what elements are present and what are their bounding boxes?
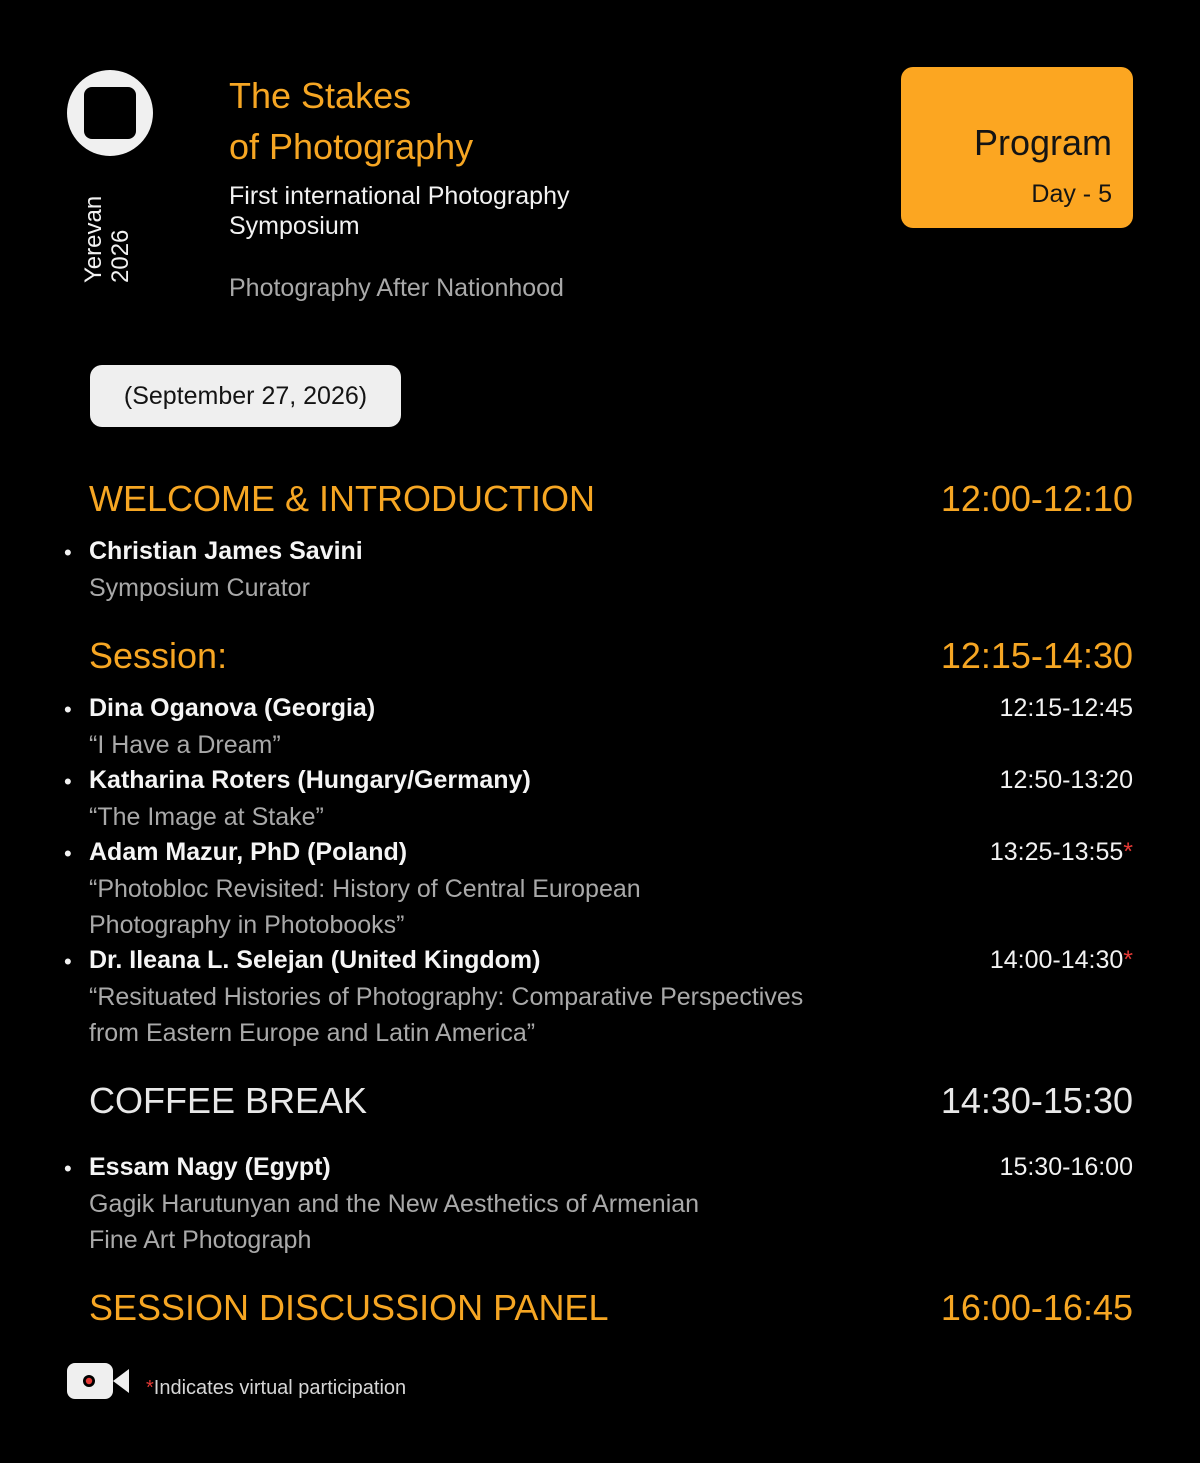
welcome-speaker: Christian James Savini [89, 537, 363, 565]
event-subtitle-line-1: First international Photography [229, 182, 570, 210]
bullet: • [64, 841, 72, 866]
session-talk-title: “Photobloc Revisited: History of Central European Photography in Photobooks” [89, 875, 641, 939]
program-badge [901, 67, 1133, 228]
session-speaker: Adam Mazur, PhD (Poland) [89, 838, 408, 866]
virtual-star: * [1123, 946, 1133, 974]
symposium-logo [67, 70, 153, 156]
session-speaker-time: 12:15-12:45 [999, 694, 1133, 722]
session-time: 12:15-14:30 [940, 635, 1133, 676]
event-theme: Photography After Nationhood [229, 274, 564, 302]
session-title: Session: [89, 635, 228, 676]
event-title-line-1: The Stakes [229, 75, 412, 116]
session-speaker-time: 13:25-13:55* [989, 838, 1133, 866]
afternoon-talk-title: Gagik Harutunyan and the New Aesthetics of Armenian Fine Art Photograph [89, 1190, 700, 1254]
afternoon-time: 15:30-16:00 [999, 1153, 1133, 1181]
brand-vertical-text [80, 196, 134, 283]
afternoon-speaker: Essam Nagy (Egypt) [89, 1153, 331, 1181]
event-title [229, 70, 473, 172]
bullet: • [64, 1156, 72, 1181]
coffee-break-time: 14:30-15:30 [940, 1080, 1133, 1121]
date-pill: (September 27, 2026) [90, 365, 401, 427]
bullet: • [64, 949, 72, 974]
virtual-star: * [1123, 838, 1133, 866]
session-speaker-time: 14:00-14:30* [989, 946, 1133, 974]
video-camera-icon [67, 1361, 131, 1401]
event-subtitle-line-2: Symposium [229, 212, 360, 240]
session-talk-title: “The Image at Stake” [89, 803, 324, 831]
bullet: • [64, 540, 72, 565]
program-label: Program [973, 122, 1112, 163]
session-speaker: Dr. Ileana L. Selejan (United Kingdom) [89, 946, 541, 974]
bullet: • [64, 697, 72, 722]
panel-time: 16:00-16:45 [940, 1287, 1133, 1328]
session-talk-title: “I Have a Dream” [89, 731, 281, 759]
virtual-note: *Indicates virtual participation [146, 1377, 407, 1399]
welcome-role: Symposium Curator [89, 574, 310, 602]
panel-title: SESSION DISCUSSION PANEL [89, 1287, 609, 1328]
bullet: • [64, 769, 72, 794]
event-title-line-2: of Photography [229, 126, 474, 167]
brand-year: 2026 [107, 229, 134, 283]
brand-city: Yerevan [80, 195, 107, 283]
session-talk-title: “Resituated Histories of Photography: Comparative Perspectives from Eastern Europe and Latin America” [89, 983, 804, 1047]
welcome-time: 12:00-12:10 [940, 478, 1133, 519]
welcome-title: WELCOME & INTRODUCTION [89, 478, 596, 519]
coffee-break-title: COFFEE BREAK [89, 1080, 368, 1121]
session-speaker: Dina Oganova (Georgia) [89, 694, 376, 722]
program-day: Day - 5 [1031, 180, 1112, 208]
session-speaker-time: 12:50-13:20 [999, 766, 1133, 794]
session-speaker: Katharina Roters (Hungary/Germany) [89, 766, 531, 794]
event-subtitle [229, 181, 569, 241]
